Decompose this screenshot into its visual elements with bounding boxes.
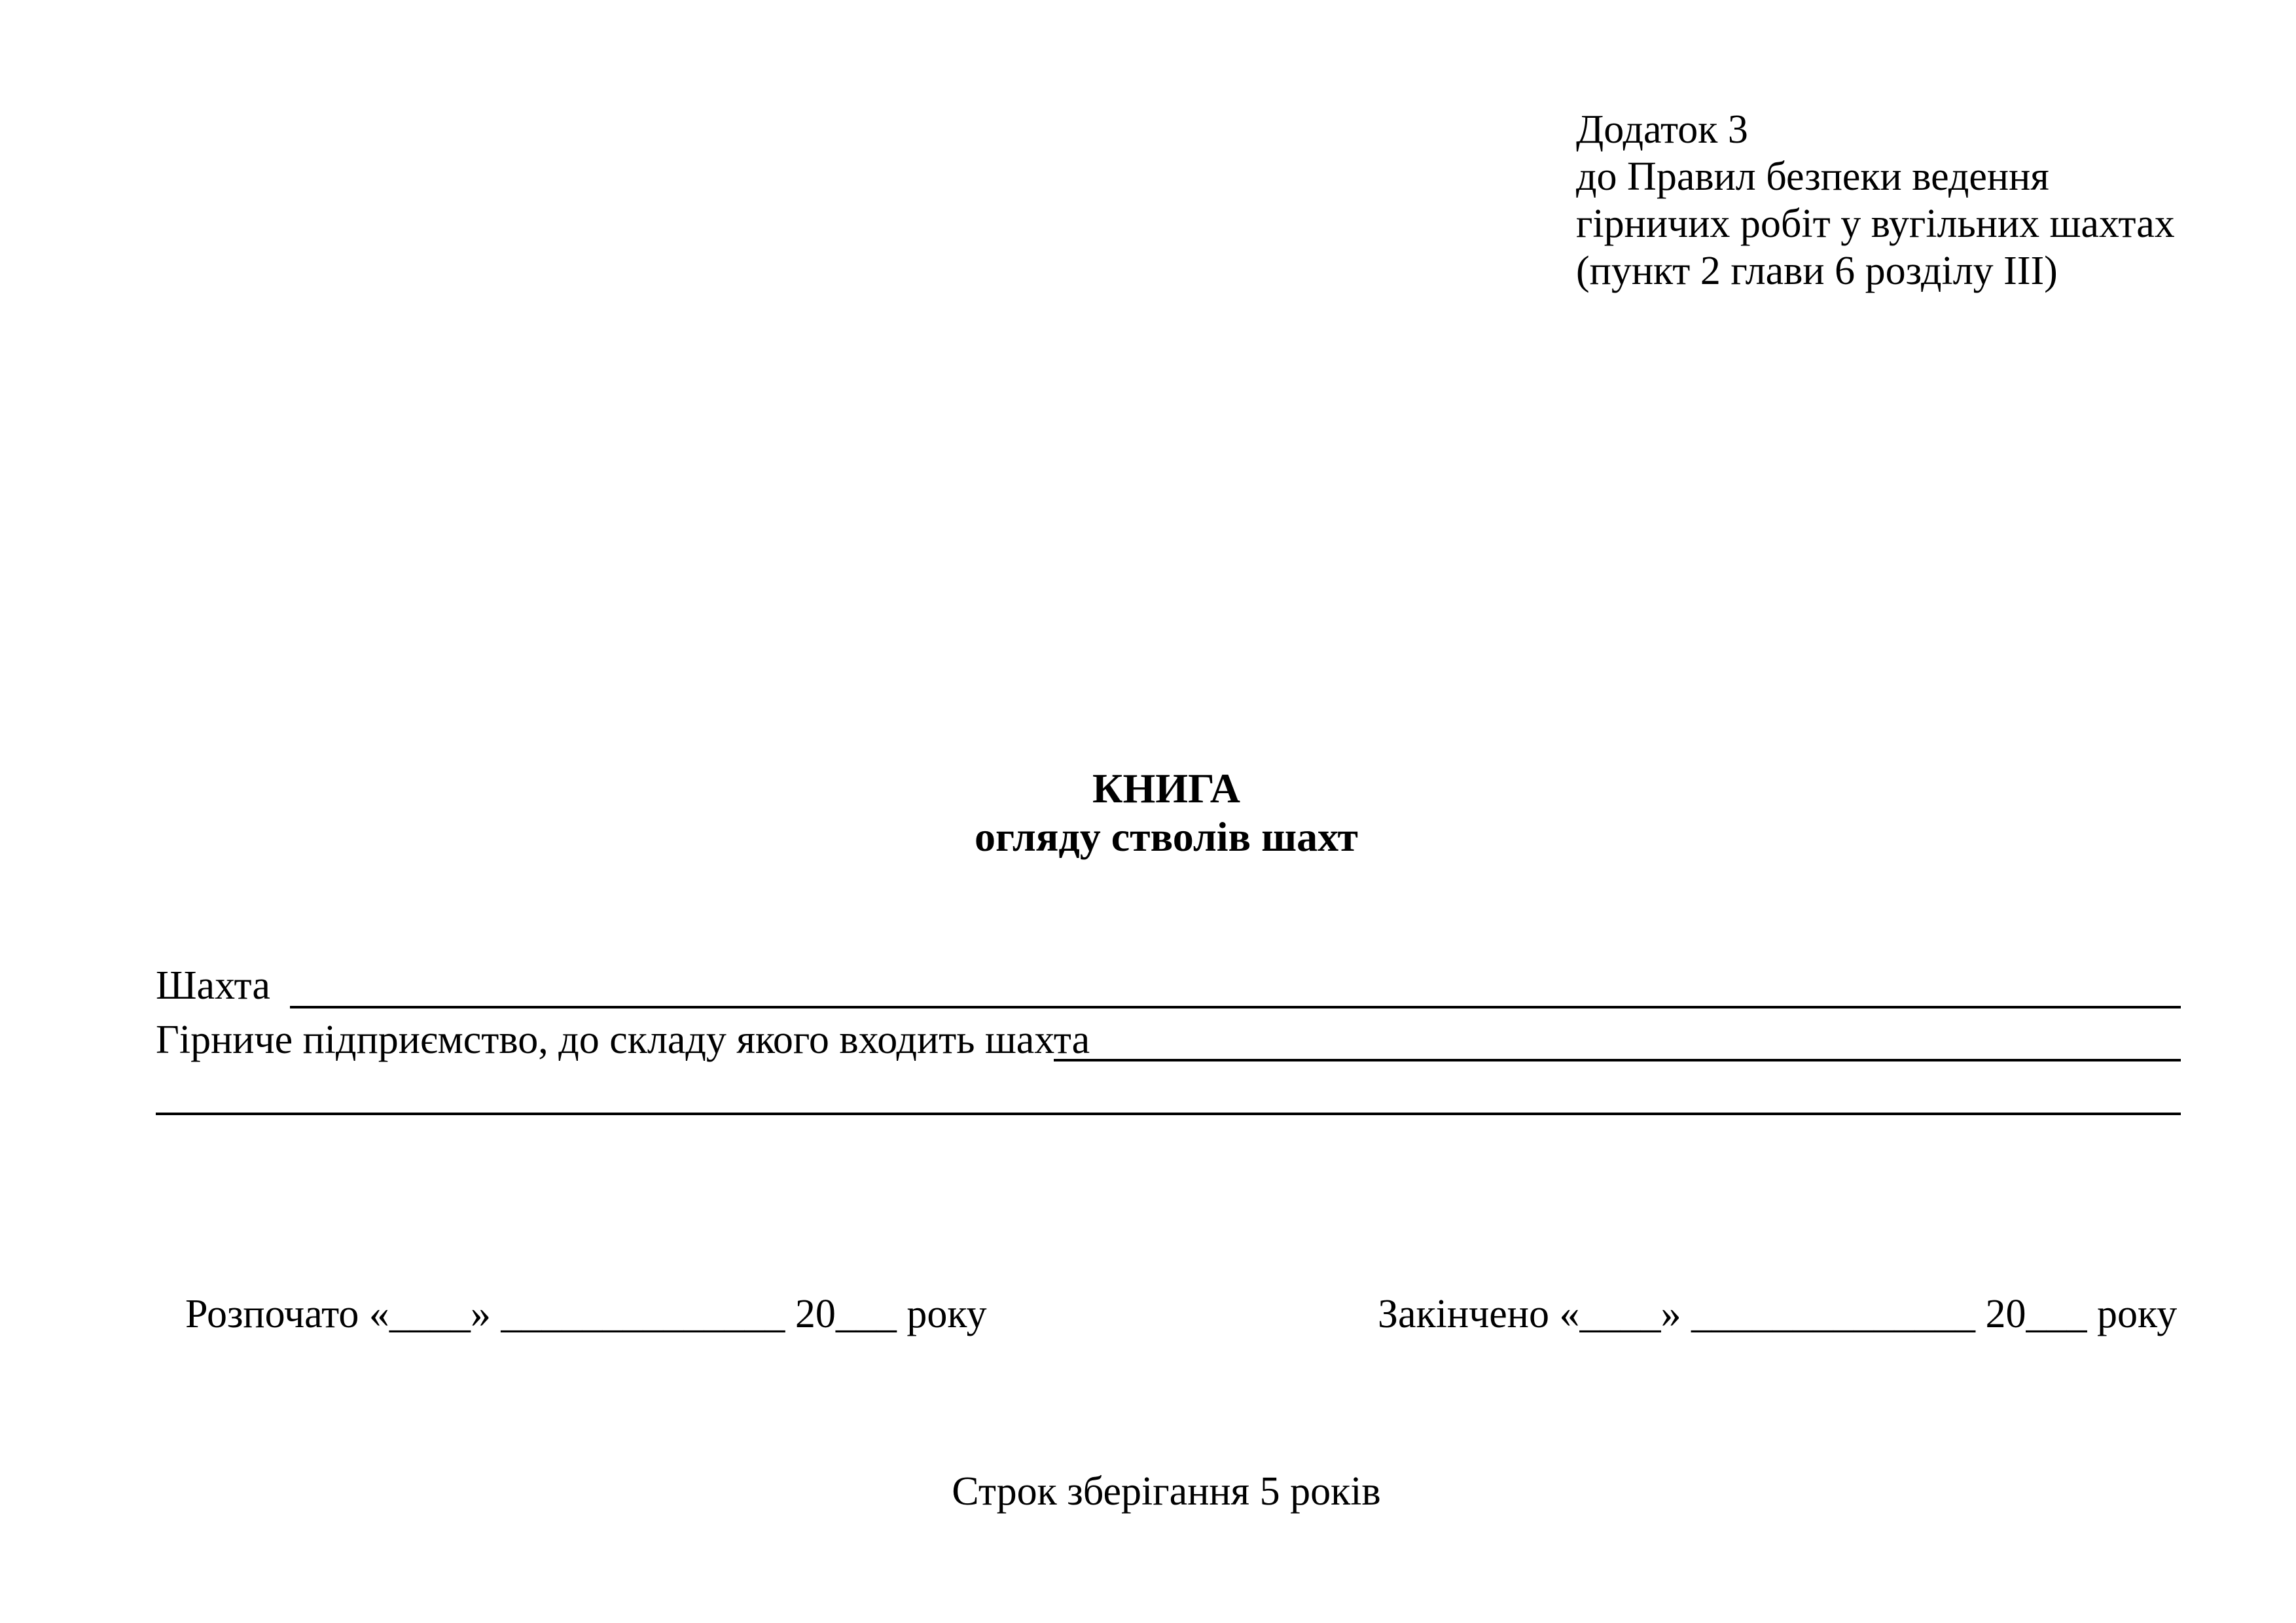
enterprise-field-blank-line-continued: [156, 1113, 2181, 1115]
appendix-note: [1576, 106, 2175, 294]
mine-field-label: Шахта: [156, 963, 270, 1008]
document-title-main: КНИГА: [1092, 765, 1240, 812]
date-started-line: Розпочато «____» ______________ 20___ року: [185, 1292, 987, 1336]
mine-field-blank-line: [290, 1006, 2181, 1008]
appendix-note-line: до Правил безпеки ведення: [1576, 154, 2049, 199]
enterprise-field-blank-line: [1054, 1059, 2181, 1061]
document-title: [708, 764, 1624, 861]
appendix-note-line: (пункт 2 глави 6 розділу III): [1576, 249, 2058, 293]
appendix-note-line: гірничих робіт у вугільних шахтах: [1576, 202, 2175, 246]
retention-period-note: Строк зберігання 5 років: [952, 1469, 1381, 1514]
document-title-sub: огляду стволів шахт: [975, 813, 1358, 860]
appendix-note-line: Додаток 3: [1576, 107, 1748, 152]
enterprise-field-label: Гірниче підприємство, до складу якого входить шахта: [156, 1018, 1090, 1062]
date-finished-line: Закінчено «____» ______________ 20___ року: [1378, 1292, 2178, 1336]
